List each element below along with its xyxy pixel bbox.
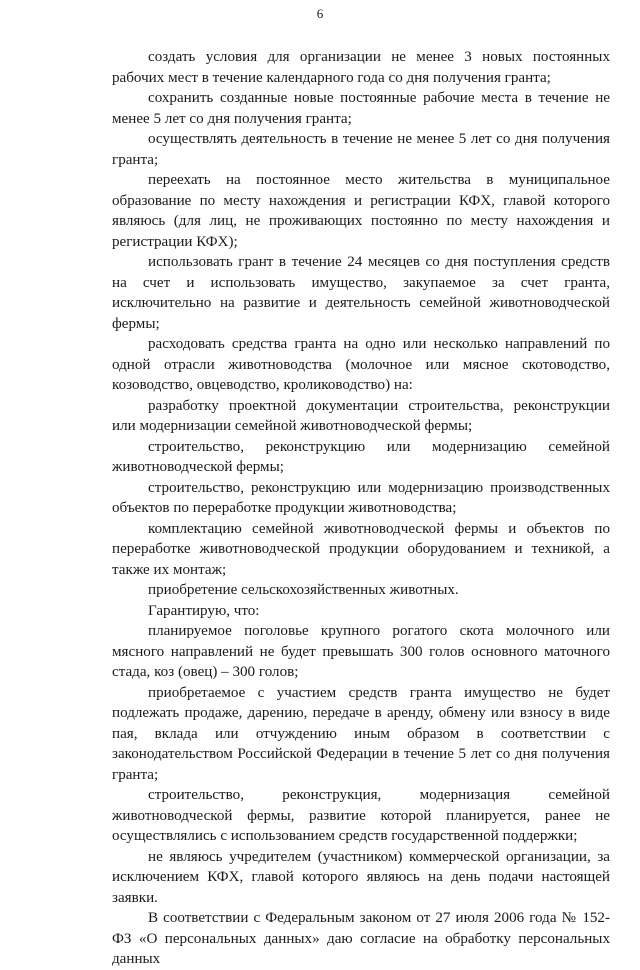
- paragraph-9: строительство, реконструкцию или модернизацию производственных объектов по переработке продукции животноводства;: [112, 479, 610, 516]
- paragraph-17: В соответствии с Федеральным законом от 27 июля 2006 года № 152-ФЗ «О персональных данных» даю согласие на обработку персональных данных: [112, 910, 610, 967]
- body-text: [112, 47, 610, 970]
- paragraph-11: приобретение сельскохозяйственных животных.: [148, 582, 459, 598]
- paragraph-12: Гарантирую, что:: [148, 602, 260, 619]
- paragraph-14: приобретаемое с участием средств гранта имущество не будет подлежать продаже, дарению, передаче в аренду, обмену или взносу в виде пая, вклада или отчуждению иным образом в соответствии с законодательством Российской Федерации в течение 5 лет со дня получения гранта;: [112, 684, 610, 783]
- paragraph-4: переехать на постоянное место жительства в муниципальное образование по месту нахождения и регистрации КФХ, главой которого являюсь (для лиц, не проживающих постоянно по месту нахождения и регистрации КФХ);: [112, 172, 610, 250]
- paragraph-2: сохранить созданные новые постоянные рабочие места в течение не менее 5 лет со дня получения гранта;: [112, 90, 610, 127]
- paragraph-10: комплектацию семейной животноводческой фермы и объектов по переработке животноводческой продукции оборудованием и техникой, а также их монтаж;: [112, 520, 610, 578]
- paragraph-13: планируемое поголовье крупного рогатого скота молочного или мясного направлений не будет превышать 300 голов основного маточного стада, коз (овец) – 300 голов;: [112, 623, 610, 680]
- paragraph-5: использовать грант в течение 24 месяцев со дня поступления средств на счет и использовать имущество, закупаемое за счет гранта, исключительно на развитие и деятельность семейной животноводческой фермы;: [112, 254, 610, 332]
- paragraph-15: строительство, реконструкция, модернизация семейной животноводческой фермы, развитие которой планируется, ранее не осуществлялись с использованием средств государственной поддержки;: [112, 787, 610, 844]
- paragraph-1: создать условия для организации не менее 3 новых постоянных рабочих мест в течение календарного года со дня получения гранта;: [112, 49, 610, 86]
- page-number: 6: [316, 6, 324, 21]
- paragraph-8: строительство, реконструкцию или модернизацию семейной животноводческой фермы;: [112, 438, 610, 475]
- paragraph-3: осуществлять деятельность в течение не менее 5 лет со дня получения гранта;: [112, 131, 610, 168]
- paragraph-6: расходовать средства гранта на одно или несколько направлений по одной отрасли животноводства (молочное или мясное скотоводство, козоводство, овцеводство, кролиководство) на:: [112, 336, 610, 393]
- paragraph-16: не являюсь учредителем (участником) коммерческой организации, за исключением КФХ, главой которого являюсь на день подачи настоящей заявки.: [112, 848, 610, 906]
- paragraph-7: разработку проектной документации строительства, реконструкции или модернизации семейной животноводческой фермы;: [112, 397, 610, 434]
